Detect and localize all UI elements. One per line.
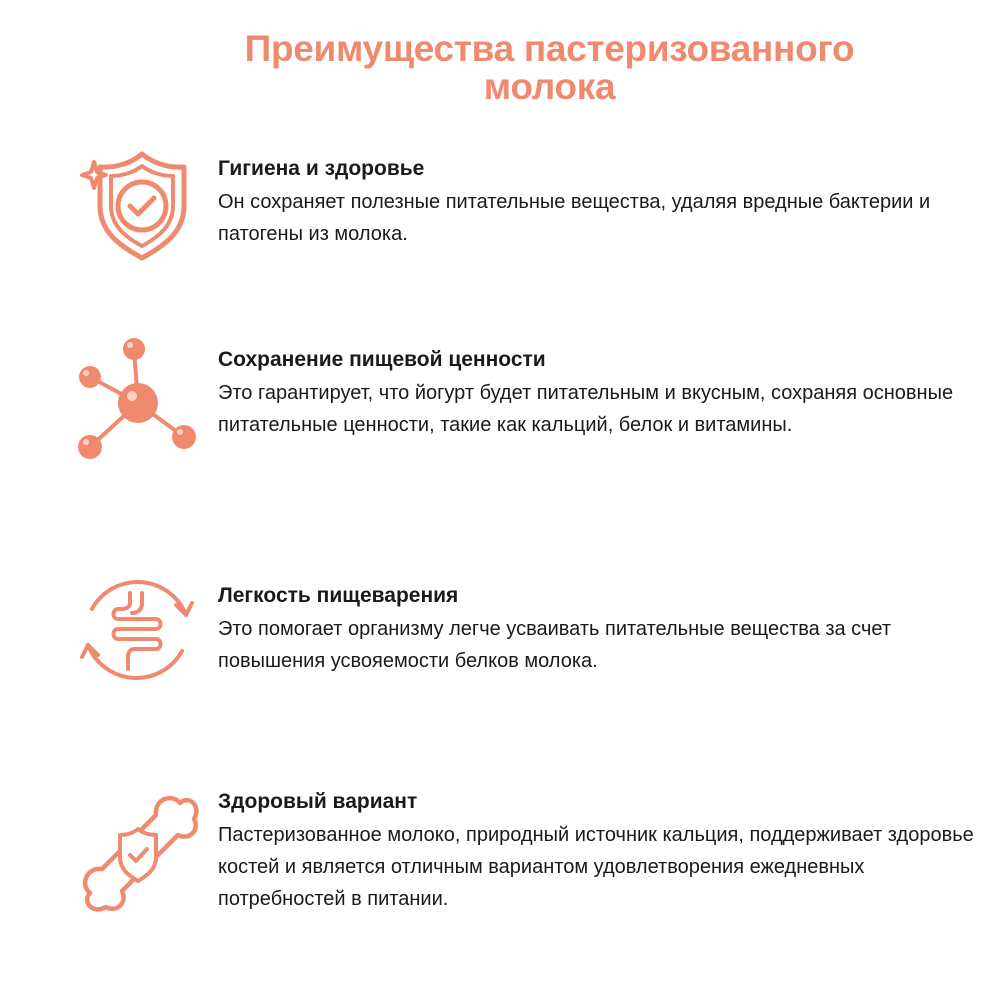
feature-heading: Здоровый вариант	[218, 790, 418, 813]
shield-check-icon	[72, 140, 202, 270]
page-title-line-1: Преимущества пастеризованного	[244, 28, 855, 69]
page-title	[0, 30, 999, 106]
feature-healthy-option-text	[218, 789, 978, 915]
feature-description: Он сохраняет полезные питательные вещества, удаляя вредные бактерии и патогены из молока.	[218, 191, 931, 245]
intestine-cycle-icon	[72, 565, 202, 695]
page-title-line-2: молока	[483, 66, 616, 107]
molecule-icon	[72, 335, 202, 465]
feature-heading: Гигиена и здоровье	[218, 157, 425, 180]
feature-description: Это гарантирует, что йогурт будет питательным и вкусным, сохраняя основные питательные ценности, такие как кальций, белок и витамины.	[218, 382, 954, 436]
feature-heading: Сохранение пищевой ценности	[218, 348, 546, 371]
feature-hygiene-text	[218, 156, 978, 250]
feature-heading: Легкость пищеварения	[218, 584, 459, 607]
feature-nutrition-text	[218, 347, 978, 441]
feature-description: Это помогает организму легче усваивать питательные вещества за счет повышения усвояемости белков молока.	[218, 618, 891, 672]
feature-digestion-text	[218, 583, 978, 677]
bone-shield-icon	[72, 785, 202, 915]
feature-description: Пастеризованное молоко, природный источник кальция, поддерживает здоровье костей и является отличным вариантом удовлетворения ежедневных потребностей в питании.	[218, 824, 974, 910]
